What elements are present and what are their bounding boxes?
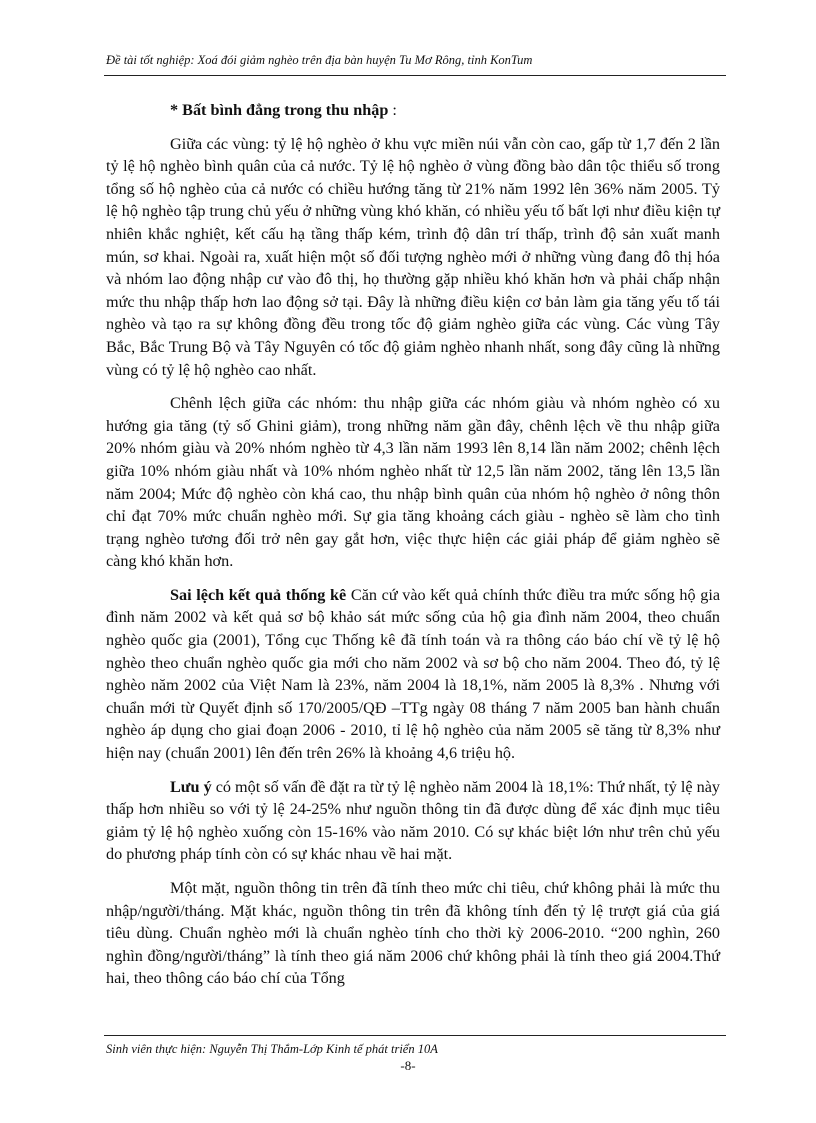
paragraph-note	[106, 776, 720, 866]
paragraph-statistics-lead: Sai lệch kết quả thống kê	[170, 585, 347, 604]
header-divider	[104, 75, 726, 76]
paragraph-statistics	[106, 584, 720, 765]
paragraph-method: Một mặt, nguồn thông tin trên đã tính theo mức chi tiêu, chứ không phải là mức thu nhập/người/tháng. Mặt khác, nguồn thông tin trên đã không tính đến tỷ lệ trượt giá của giá tiêu dùng. Chuẩn nghèo mới là chuẩn nghèo tính cho thời kỳ 2006-2010. “200 nghìn, 260 nghìn đồng/người/tháng” là tính theo giá năm 2006 chứ không phải là tính theo giá 2004.Thứ hai, theo thông cáo báo chí của Tổng	[106, 879, 720, 988]
paragraph-groups: Chênh lệch giữa các nhóm: thu nhập giữa các nhóm giàu và nhóm nghèo có xu hướng gia tăng (tỷ số Ghini giảm), trong những năm gần đây, chênh lệch về thu nhập giữa 20% nhóm giàu và 20% nhóm nghèo từ 4,3 lần năm 1993 lên 8,14 lần năm 2002; chênh lệch giữa 10% nhóm giàu nhất và 10% nhóm nghèo nhất từ 12,5 lần năm 2002, tăng lên 13,5 lần năm 2004; Mức độ nghèo còn khá cao, thu nhập bình quân của nhóm hộ nghèo ở nông thôn chỉ đạt 70% mức chuẩn nghèo mới. Sự gia tăng khoảng cách giàu - nghèo sẽ làm cho tình trạng nghèo tương đối trở nên gay gắt hơn, việc thực hiện các giải pháp để giảm nghèo sẽ càng khó khăn hơn.	[106, 394, 720, 571]
paragraph-note-lead: Lưu ý	[170, 777, 212, 796]
paragraph-statistics-text: Căn cứ vào kết quả chính thức điều tra mức sống hộ gia đình năm 2002 và kết quả sơ bộ khảo sát mức sống của hộ gia đình năm 2004, theo chuẩn nghèo quốc gia (2001), Tổng cục Thống kê đã tính toán và ra thông cáo báo chí về tỷ lệ hộ nghèo theo chuẩn nghèo quốc gia mới cho năm 2002 và sơ bộ cho năm 2004. Theo đó, tỷ lệ nghèo năm 2002 của Việt Nam là 23%, năm 2004 là 18,1%, năm 2005 là 8,3% . Nhưng với chuẩn mới từ Quyết định số 170/2005/QĐ –TTg ngày 08 tháng 7 năm 2005 ban hành chuẩn nghèo áp dụng cho giai đoạn 2006 - 2010, tỉ lệ hộ nghèo của năm 2005 sẽ tăng từ 8,3% như hiện nay (chuẩn 2001) lên đến trên 26% là khoảng 4,6 triệu hộ.	[106, 585, 720, 763]
section-heading	[106, 99, 720, 122]
section-heading-colon: :	[392, 101, 397, 119]
footer-divider	[104, 1035, 726, 1036]
page-header: Đề tài tốt nghiệp: Xoá đói giảm nghèo trên địa bàn huyện Tu Mơ Rông, tỉnh KonTum	[106, 53, 533, 67]
page-number: -8-	[400, 1058, 416, 1073]
document-body	[106, 99, 720, 1001]
section-heading-text: * Bất bình đẳng trong thu nhập	[170, 101, 389, 119]
page-footer: Sinh viên thực hiện: Nguyễn Thị Thắm-Lớp Kinh tế phát triển 10A	[106, 1042, 438, 1056]
paragraph-note-text: có một số vấn đề đặt ra từ tỷ lệ nghèo năm 2004 là 18,1%: Thứ nhất, tỷ lệ này thấp hơn nhiều so với tỷ lệ 24-25% như nguồn thông tin đã được dùng để xác định mục tiêu giảm tỷ lệ hộ nghèo xuống còn 15-16% vào năm 2010. Có sự khác biệt lớn như trên chủ yếu do phương pháp tính còn có sự khác nhau về hai mặt.	[106, 777, 720, 864]
paragraph-regions: Giữa các vùng: tỷ lệ hộ nghèo ở khu vực miền núi vẫn còn cao, gấp từ 1,7 đến 2 lần tỷ lệ hộ nghèo bình quân của cả nước. Tỷ lệ hộ nghèo ở vùng đồng bào dân tộc thiểu số trong tổng số hộ nghèo của cả nước có chiều hướng tăng từ 21% năm 1992 lên 36% năm 2005. Tỷ lệ hộ nghèo tập trung chủ yếu ở những vùng khó khăn, có nhiều yếu tố bất lợi như điều kiện tự nhiên khắc nghiệt, kết cấu hạ tầng thấp kém, trình độ dân trí thấp, trình độ sản xuất manh mún, sơ khai. Ngoài ra, xuất hiện một số đối tượng nghèo mới ở những vùng đang đô thị hóa và nhóm lao động nhập cư vào đô thị, họ thường gặp nhiều khó khăn hơn và phải chấp nhận mức thu nhập thấp hơn lao động sở tại. Đây là những điều kiện cơ bản làm gia tăng yếu tố tái nghèo và tạo ra sự không đồng đều trong tốc độ giảm nghèo giữa các vùng. Các vùng Tây Bắc, Bắc Trung Bộ và Tây Nguyên có tốc độ giảm nghèo nhanh nhất, song đây cũng là những vùng có tỷ lệ hộ nghèo cao nhất.	[106, 134, 720, 379]
